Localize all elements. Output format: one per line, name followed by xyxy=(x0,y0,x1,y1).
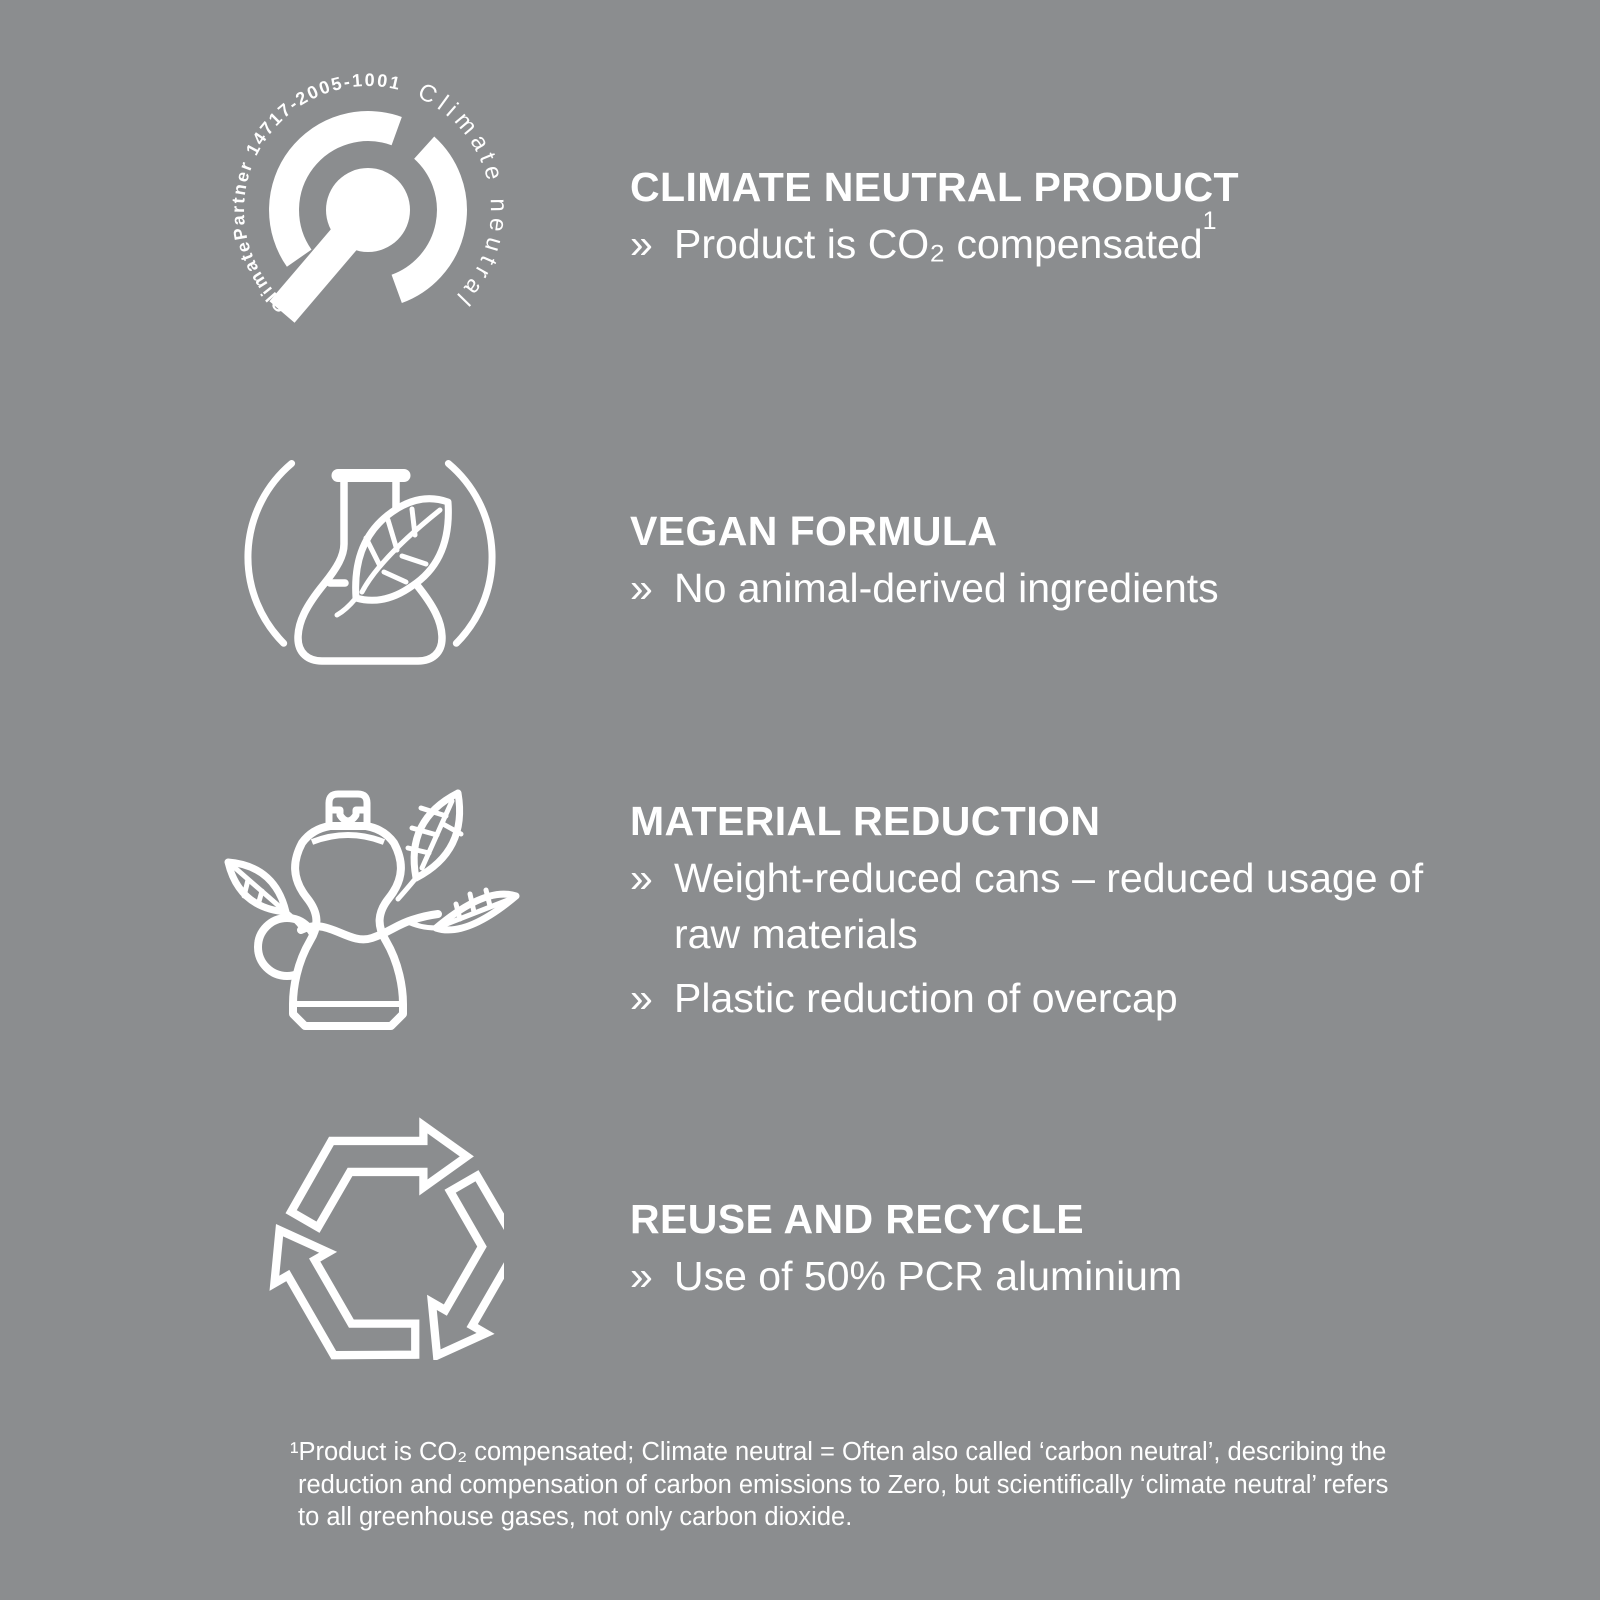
bullet-item xyxy=(630,560,1430,616)
bullet-text: Weight-reduced cans – reduced usage of raw materials xyxy=(674,855,1424,957)
footnote-line: to all greenhouse gases, not only carbon dioxide. xyxy=(298,1503,853,1531)
bullet-item xyxy=(630,970,1430,1026)
bullet-marker: » xyxy=(630,975,653,1021)
left-leaf-icon xyxy=(228,862,302,928)
vegan-circle-arc-left xyxy=(248,464,292,644)
leaf-icon xyxy=(337,499,448,615)
recycle-arrow xyxy=(256,1195,429,1360)
section-climate-neutral xyxy=(630,165,1430,272)
recycle-arrow xyxy=(291,1125,467,1227)
bullet-text: Use of 50% PCR aluminium xyxy=(674,1253,1183,1299)
bullet-item xyxy=(630,207,1430,272)
climate-partner-badge-svg xyxy=(205,45,535,375)
section-heading: MATERIAL REDUCTION xyxy=(630,798,1101,844)
right-leaf-icon xyxy=(406,890,516,930)
footnote-line: ¹Product is CO₂ compensated; Climate neutral = Often also called ‘carbon neutral’, describing the xyxy=(290,1438,1387,1466)
section-heading: REUSE AND RECYCLE xyxy=(630,1196,1085,1242)
bullet-marker: » xyxy=(630,855,653,901)
climate-partner-badge-icon xyxy=(205,45,535,375)
bullet-item xyxy=(630,850,1430,962)
section-material-reduction xyxy=(630,799,1430,1026)
vegan-formula-badge-svg xyxy=(220,407,520,707)
bottle-cap xyxy=(329,794,367,826)
section-reuse-recycle xyxy=(630,1197,1430,1304)
recycle-svg xyxy=(256,1112,504,1360)
cp-arc-text-left-path: ClimatePartner 14717-2005-1001 xyxy=(227,69,404,317)
bullet-marker: » xyxy=(630,565,653,611)
upper-right-leaf-icon xyxy=(398,793,461,899)
section-heading: CLIMATE NEUTRAL PRODUCT xyxy=(630,164,1239,210)
bullet-marker: » xyxy=(630,221,653,267)
vegan-formula-badge-icon xyxy=(220,407,520,707)
bullet-text xyxy=(674,207,1430,272)
footnote-line: reduction and compensation of carbon emissions to Zero, but scientifically ‘climate neutral’ refers xyxy=(298,1470,1389,1499)
section-heading: VEGAN FORMULA xyxy=(630,508,998,554)
bullet-item xyxy=(630,1248,1430,1304)
bullet-marker: » xyxy=(630,1253,653,1299)
vegan-circle-arc-right xyxy=(448,464,492,644)
footnote-marker: 1 xyxy=(1202,207,1217,236)
bottle-leaves-icon xyxy=(215,765,525,1035)
bullet-text: No animal-derived ingredients xyxy=(674,565,1219,611)
recycle-icon xyxy=(256,1112,504,1360)
section-vegan-formula xyxy=(630,509,1430,616)
footnote xyxy=(290,1436,1388,1534)
bullet-text-main: Product is CO₂ compensated xyxy=(674,221,1203,267)
bullet-text: Plastic reduction of overcap xyxy=(674,975,1178,1021)
cp-arc-text-right-path: Climate neutral xyxy=(413,77,513,315)
cp-disc xyxy=(326,168,410,252)
bottle-leaves-svg xyxy=(215,765,525,1035)
